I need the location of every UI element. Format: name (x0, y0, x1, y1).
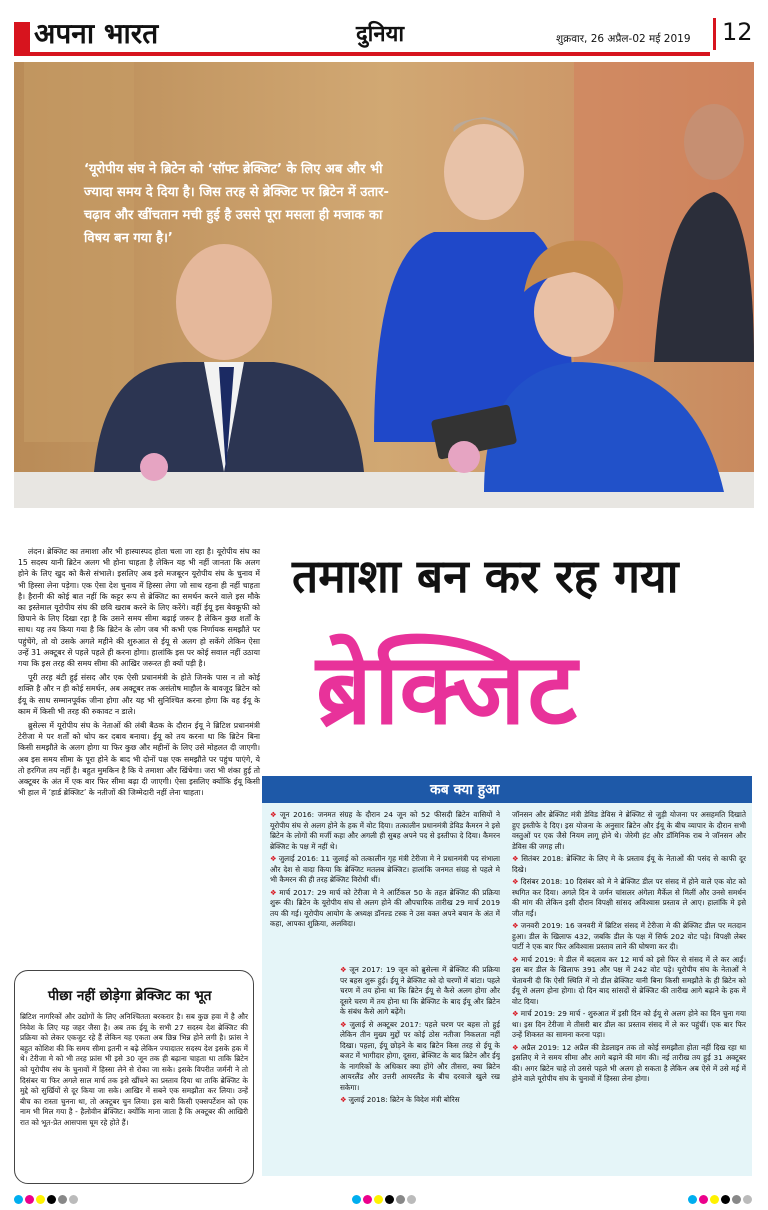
color-registration-marks (688, 1189, 754, 1199)
timeline-item: ❖ जनवरी 2019: 16 जनवरी में ब्रिटिश संसद में टेरीजा मे की ब्रेक्जिट डील पर मतदान हुआ। डील के खिलाफ 432, जबकि डील के पक्ष में सिर्फ 202 वोट पड़े। विपक्षी लेबर पार्टी ने एक बार फिर अविश्वास प्रस्ताव लाने की घोषणा कर दी। (512, 921, 746, 951)
light-grey-dot (407, 1195, 416, 1204)
photo-quote: ‘यूरोपीय संघ ने ब्रिटेन को ‘सॉफ्ट ब्रेक्जिट’ के लिए अब और भी ज्यादा समय दे दिया है। जिस तरह से ब्रेक्जिट पर ब्रिटेन में उतार-चढ़ाव और खींचतान मची हुई है उससे पूरा मसला ही मजाक का विषय बन गया है।’ (84, 162, 389, 246)
timeline-item: ❖ जून 2017: 19 जून को ब्रुसेल्स में ब्रेक्जिट की प्रक्रिया पर बहस शुरू हुई। ईयू ने ब्रेक्जिट को दो चरणों में बांटा। पहले चरण में तय होना था कि ब्रिटेन ईयू से कैसे अलग होगा और दूसरे चरण में तय होना था कि ब्रेक्जिट के बाद ईयू और ब्रिटेन के संबंध कैसे आगे बढ़ेंगे। (340, 965, 500, 1016)
headline-line-2: ब्रेक्जिट (316, 633, 579, 747)
cyan-dot (14, 1195, 23, 1204)
timeline-item: ❖ मार्च 2019: मे डील में बदलाव कर 12 मार्च को इसे फिर से संसद में ले कर आईं। इस बार डील के खिलाफ 391 और पक्ष में 242 वोट पड़े। यूरोपीय संघ के नेताओं ने चेतावनी दी कि ऐसी स्थिति में नो डील ब्रेक्जिट यानी बिना किसी समझौते के ही ब्रिटेन को ईयू से अलग होना होगा। दो दिन बाद सांसदों से ब्रेक्जिट की तारीख आगे बढ़ाने के हक में वोट दिया। (512, 954, 746, 1006)
grey-dot (58, 1195, 67, 1204)
yellow-dot (36, 1195, 45, 1204)
timeline-right-column (512, 810, 746, 1175)
timeline-left-column-continued (340, 965, 500, 1175)
cyan-dot (688, 1195, 697, 1204)
article-paragraph: पूरी तरह बंटी हुई संसद और एक ऐसी प्रधानमंत्री के होते जिनके पास न तो कोई शक्ति है और न ही कोई समर्थन, अब अक्टूबर तक असंतोष माहौल के बावजूद ब्रिटेन को ईयू के साथ सम्मानपूर्वक जीना होगा और यह भी सुनिश्चित करना होगा कि वह ईयू के काम में किसी भी तरह की रुकावट न डाले। (18, 673, 260, 716)
bullet-icon: ❖ (340, 965, 348, 974)
sidebar-title: पीछा नहीं छोड़ेगा ब्रेक्जिट का भूत (48, 988, 212, 1004)
bullet-icon: ❖ (270, 854, 277, 863)
black-dot (385, 1195, 394, 1204)
color-registration-marks (352, 1189, 418, 1199)
timeline-item: ❖ अप्रैल 2019: 12 अप्रैल की डेडलाइन तक तो कोई समझौता होता नहीं दिख रहा था इसलिए मे ने समय सीमा और आगे बढ़ाने की मांग की। नई तारीख तय हुई 31 अक्टूबर की। अगर ब्रिटेन चाहे तो उससे पहले भी अलग हो सकता है लेकिन अब ऐसे में उसे मई में होने वाले यूरोपीय संघ के चुनावों में हिस्सा लेना होगा। (512, 1042, 746, 1083)
sidebar-text: ब्रिटिश नागरिकों और उद्योगों के लिए अनिश्चितता बरकरार है। सब कुछ हवा में है और निवेश के लिए यह जहर जैसा है। अब तक ईयू के सभी 27 सदस्य देश ब्रेक्जिट की प्रक्रिया को लेकर एकजुट रहे हैं लेकिन यह एकता अब छिन्न भिन्न होने लगी है। फ्रांस ने बहुत कोशिश की कि समय सीमा इतनी न बढ़े लेकिन ज्यादातर सदस्य देश इसके हक में थे। टेरीजा मे को भी तरह फ्रांस भी इसे 30 जून तक ही बढ़ाना चाहता था ताकि ब्रिटेन को यूरोपीय संघ के चुनावों में हिस्सा लेने से रोका जा सके। इसके विपरीत जर्मनी ने तो दिसंबर या फिर अगले साल मार्च तक इसे खींचने का प्रस्ताव दिया था ताकि ब्रेक्जिट के मुद्दे को सुर्खियों से दूर किया जा सके। आखिर में सबने एक समझौता कर लिया। उन्हें बीच का रास्ता चुनना था, तो अक्टूबर चुन लिया। इस बारी किसी एक्सपर्टेशन को एक नाम भी मिल गया है - हैलोवीन ब्रेक्जिट। क्योंकि माना जाता है कि अक्टूबर की आखिरी रात को भूत-प्रेत आसपास घूम रहे होते हैं। (20, 1012, 248, 1127)
brand-logo: अपना भारत (34, 17, 159, 50)
timeline-header (262, 776, 752, 803)
bullet-icon: ❖ (512, 854, 520, 863)
bullet-icon: ❖ (270, 810, 278, 819)
page-number: 12 (722, 18, 753, 46)
masthead-rule (14, 52, 710, 56)
grey-dot (732, 1195, 741, 1204)
timeline-item: ❖ सितंबर 2018: ब्रेक्जिट के लिए मे के प्रस्ताव ईयू के नेताओं की पसंद से काफी दूर दिखे। (512, 854, 746, 874)
bullet-icon: ❖ (512, 921, 519, 930)
bullet-icon: ❖ (340, 1019, 348, 1029)
timeline-item: ❖ जुलाई 2018: ब्रिटेन के विदेश मंत्री बोरिस (340, 1095, 460, 1104)
black-dot (721, 1195, 730, 1204)
timeline-item: ❖ जुलाई 2016: 11 जुलाई को तत्कालीन गृह मंत्री टेरीजा मे ने प्रधानमंत्री पद संभाला और देश से वादा किया कि ब्रेक्जिट मतलब ब्रेक्जिट। हालांकि जनमत संग्रह से पहले मे भी कैमरन की ही तरह ब्रेक्जिट विरोधी थीं। (270, 854, 500, 884)
magenta-dot (25, 1195, 34, 1204)
light-grey-dot (743, 1195, 752, 1204)
bullet-icon: ❖ (512, 1009, 519, 1018)
bullet-icon: ❖ (512, 877, 519, 886)
bullet-icon: ❖ (270, 887, 278, 897)
article-paragraph: ब्रुसेल्स में यूरोपीय संघ के नेताओं की लंबी बैठक के दौरान ईयू ने ब्रिटिश प्रधानमंत्री टेरीजा मे पर शर्तों को थोप कर दबाव बनाया। ईयू को तय करना था कि ब्रिटेन बिना किसी समझौते के अलग होगा या फिर कुछ और महीनों के लिए उसे मोहलत दी जाएगी। अब इस समय सीमा के पूरा होने के बाद भी दोनों पक्ष एक समझौते पर पहुंच पाएंगे, ये तो हरगिज तय नहीं है। बहुत मुमकिन है कि ये तमाशा और खिंचेगा। जरा भी शंका हुई तो अक्टूबर के अंत में एक बार फिर सीमा बढ़ा दी जाएगी। ऐसा इसलिए क्योंकि ईयू किसी भी हाल में ‘हार्ड ब्रेक्जिट’ के नतीजों की जिम्मेदारी नहीं लेना चाहता। (18, 721, 260, 798)
yellow-dot (374, 1195, 383, 1204)
article-body (18, 546, 260, 801)
lead-photo-illustration (14, 62, 754, 508)
article-paragraph: लंदन। ब्रेक्जिट का तमाशा और भी हास्यास्पद होता चला जा रहा है। यूरोपीय संघ का 15 सदस्य यानी ब्रिटेन अलग भी होना चाहता है लेकिन यह भी नहीं जानता कि अलग होने के लिए खुद को कैसे संभाले। इसलिए अब इसे मजबूरन यूरोपीय संघ के चुनाव में भी हिस्सा लेना पड़ेगा। एक ऐसा देश चुनाव में हिस्सा लेगा जो साथ रहना ही नहीं चाहता है। हैरानी की कोई बात नहीं कि कट्टर रूप से ब्रेक्जिट का समर्थन करने वाले इस मौके का इस्तेमाल यूरोपीय संघ की छवि खराब करने के लिए करेंगे। वहीं ईयू इस बेवकूफी को छिपाने के लिए दिखा रहा है कि उसने समय सीमा बढ़ाई जरूर है लेकिन कुछ शर्तों के साथ। यह तय किया गया है कि ब्रिटेन के लोग जब भी कभी एक निर्णायक समझौते पर पहुंचेंगे, तो वो उसके अगले महीने की शुरुआत से ईयू से अलग हो सकेंगे लेकिन ऐसा उन्हें 31 अक्टूबर से पहले पहले ही करना होगा। हालांकि इस पर कोई सवाल नहीं उठाया गया कि इस तरह की समय सीमा की आखिर जरूरत ही क्यों पड़ी है। (18, 547, 260, 669)
black-dot (47, 1195, 56, 1204)
lead-photo (14, 62, 754, 508)
bullet-icon: ❖ (512, 954, 520, 964)
page-number-divider (713, 18, 716, 50)
light-grey-dot (69, 1195, 78, 1204)
timeline-item: जॉनसन और ब्रेक्जिट मंत्री डेविड डेविस ने ब्रेक्जिट से जुड़ी योजना पर असहमति दिखाते हुए इस्तीफे दे दिए। इस योजना के अनुसार ब्रिटेन और ईयू के बीच व्यापार के दौरान सभी वस्तुओं पर एक जैसे नियम लागू होने थे। जेरेमी हंट और डॉमिनिक राब ने जॉनसन और डेविस की जगह ली। (512, 810, 746, 851)
bullet-icon: ❖ (512, 1042, 519, 1052)
timeline-item: ❖ जुलाई से अक्टूबर 2017: पहले चरण पर बहस तो हुई लेकिन तीन मुख्य मुद्दों पर कोई ठोस नतीजा निकलता नहीं दिखा। पहला, ईयू छोड़ने के बाद ब्रिटेन किस तरह से ईयू के बजट में भागीदार होगा, दूसरा, ब्रेक्जिट के बाद ब्रिटेन और ईयू के नागरिकों के अधिकार क्या होंगे और तीसरा, क्या ब्रिटेन आयरलैंड और उत्तरी आयरलैंड के बीच दरवाजे खुले रख सकेगा। (340, 1019, 500, 1092)
magenta-dot (699, 1195, 708, 1204)
cyan-dot (352, 1195, 361, 1204)
timeline-item: ❖ दिसंबर 2018: 10 दिसंबर को मे ने ब्रेक्जिट डील पर संसद में होने वाले एक वोट को स्थगित कर दिया। अगले दिन वे जर्मन चांसलर अंगेला मैर्केल से मिलीं और उनसे समर्थन की मांग की लेकिन इसी दौरान विपक्षी सांसद अविश्वास प्रस्ताव ले आए। हालांकि मे इसे जीत गईं। (512, 877, 746, 918)
masthead (0, 0, 768, 56)
grey-dot (396, 1195, 405, 1204)
timeline-item: ❖ जून 2016: जनमत संग्रह के दौरान 24 जून को 52 फीसदी ब्रिटेन वासियों ने यूरोपीय संघ से अलग होने के हक में वोट दिया। तत्कालीन प्रधानमंत्री डेविड कैमरन ने इसे ब्रिटेन के लोगों की मर्जी कहा और अगली ही सुबह अपने पद से इस्तीफा दे दिया। कैमरन ब्रेक्जिट के पक्ष में नहीं थे। (270, 810, 500, 851)
timeline-title: कब क्या हुआ (430, 782, 500, 798)
yellow-dot (710, 1195, 719, 1204)
magenta-dot (363, 1195, 372, 1204)
bullet-icon: ❖ (340, 1095, 347, 1104)
color-registration-marks (14, 1189, 80, 1199)
brand-red-block (14, 22, 30, 52)
issue-date: शुक्रवार, 26 अप्रैल-02 मई 2019 (556, 33, 691, 45)
headline-line-1: तमाशा बन कर रह गया (292, 549, 679, 603)
timeline-left-column (270, 810, 500, 930)
section-title: दुनिया (356, 22, 405, 47)
timeline-item: ❖ मार्च 2019: 29 मार्च - शुरुआत में इसी दिन को ईयू से अलग होने का दिन चुना गया था। इस दिन टेरीजा मे तीसरी बार डील का प्रस्ताव संसद में ले कर पहुंचीं। एक बार फिर उन्हें शिकस्त का सामना करना पड़ा। (512, 1009, 746, 1039)
timeline-item: ❖ मार्च 2017: 29 मार्च को टेरीजा मे ने आर्टिकल 50 के तहत ब्रेक्जिट की प्रक्रिया शुरू की। ब्रिटेन के यूरोपीय संघ से अलग होने की औपचारिक तारीख 29 मार्च 2019 तय की गई। यूरोपीय आयोग के अध्यक्ष डॉनल्ड टस्क ने उस वक्त अपने बयान के अंत में कहा, आपका शुक्रिया, अलविदा। (270, 887, 500, 928)
